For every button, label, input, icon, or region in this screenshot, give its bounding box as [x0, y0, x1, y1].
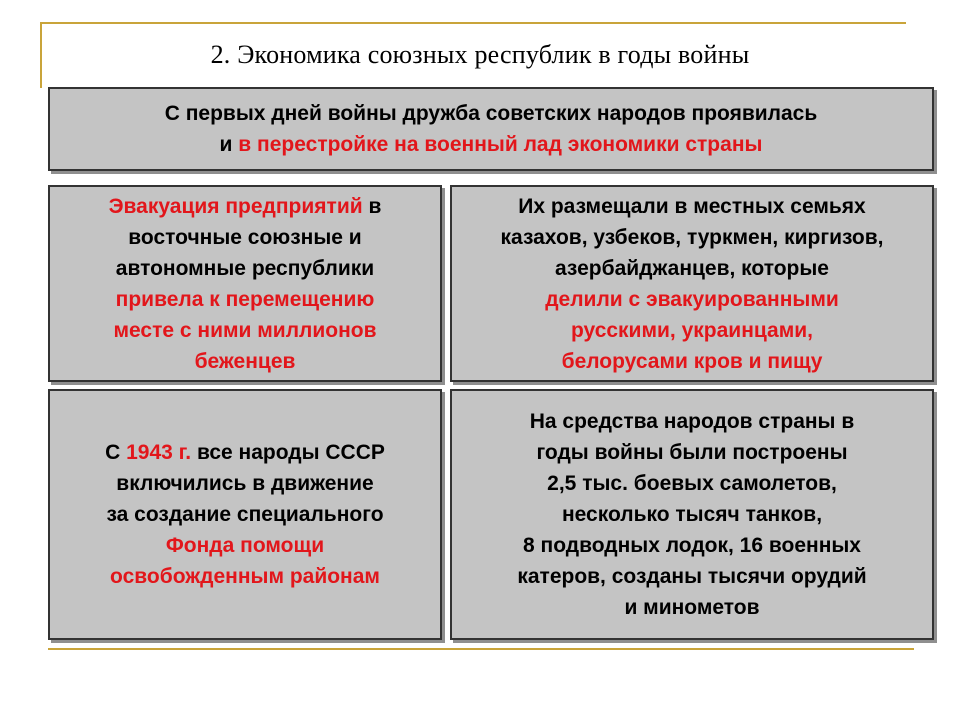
- families-line-6: белорусами кров и пищу: [561, 349, 823, 373]
- evacuation-box: [48, 185, 442, 382]
- evacuation-line-6: беженцев: [194, 349, 296, 373]
- families-line-3: азербайджанцев, которые: [555, 256, 829, 280]
- intro-line-2-plain: и: [219, 133, 239, 156]
- bottom-gold-rule: [48, 648, 914, 650]
- families-line-1: Их размещали в местных семьях: [518, 194, 866, 218]
- production-line-3: 2,5 тыс. боевых самолетов,: [547, 472, 837, 495]
- intro-line-2-highlight: в перестройке на военный лад экономики страны: [238, 133, 763, 156]
- fund-year: 1943 г.: [126, 441, 192, 464]
- evacuation-line-1: [109, 191, 382, 222]
- production-line-4: несколько тысяч танков,: [561, 503, 823, 526]
- evacuation-line-2: восточные союзные и: [128, 225, 362, 249]
- evacuation-line-5: месте с ними миллионов: [113, 318, 377, 342]
- intro-line-1: С первых дней войны дружба советских народов проявилась: [164, 102, 818, 125]
- fund-box: [48, 389, 442, 640]
- families-line-4: делили с эвакуированными: [545, 287, 839, 311]
- families-line-5: русскими, украинцами,: [570, 318, 813, 342]
- fund-line-2: включились в движение: [116, 472, 374, 495]
- evacuation-line-1-plain: в: [362, 194, 382, 218]
- fund-line-1-prefix: С: [105, 441, 127, 464]
- evacuation-line-3: автономные республики: [115, 256, 375, 280]
- intro-box: [48, 87, 934, 171]
- families-line-2: казахов, узбеков, туркмен, киргизов,: [500, 225, 884, 249]
- production-line-7: и минометов: [624, 596, 760, 619]
- page-title: 2. Экономика союзных республик в годы войны: [210, 40, 750, 69]
- fund-line-3: за создание специального: [106, 503, 384, 526]
- intro-line-2: [220, 129, 763, 160]
- production-line-6: катеров, созданы тысячи орудий: [517, 565, 867, 588]
- fund-line-5: освобожденным районам: [110, 565, 380, 588]
- fund-line-4: Фонда помощи: [165, 534, 325, 557]
- production-box: [450, 389, 934, 640]
- top-gold-rule: [40, 22, 906, 24]
- families-box: [450, 185, 934, 382]
- evacuation-line-4: привела к перемещению: [115, 287, 375, 311]
- production-line-1: На средства народов страны в: [529, 410, 855, 433]
- fund-line-1-suffix: все народы СССР: [191, 441, 385, 464]
- production-line-5: 8 подводных лодок, 16 военных: [523, 534, 861, 557]
- production-line-2: годы войны были построены: [536, 441, 848, 464]
- fund-line-1: [105, 437, 385, 468]
- evacuation-highlight: Эвакуация предприятий: [108, 194, 363, 218]
